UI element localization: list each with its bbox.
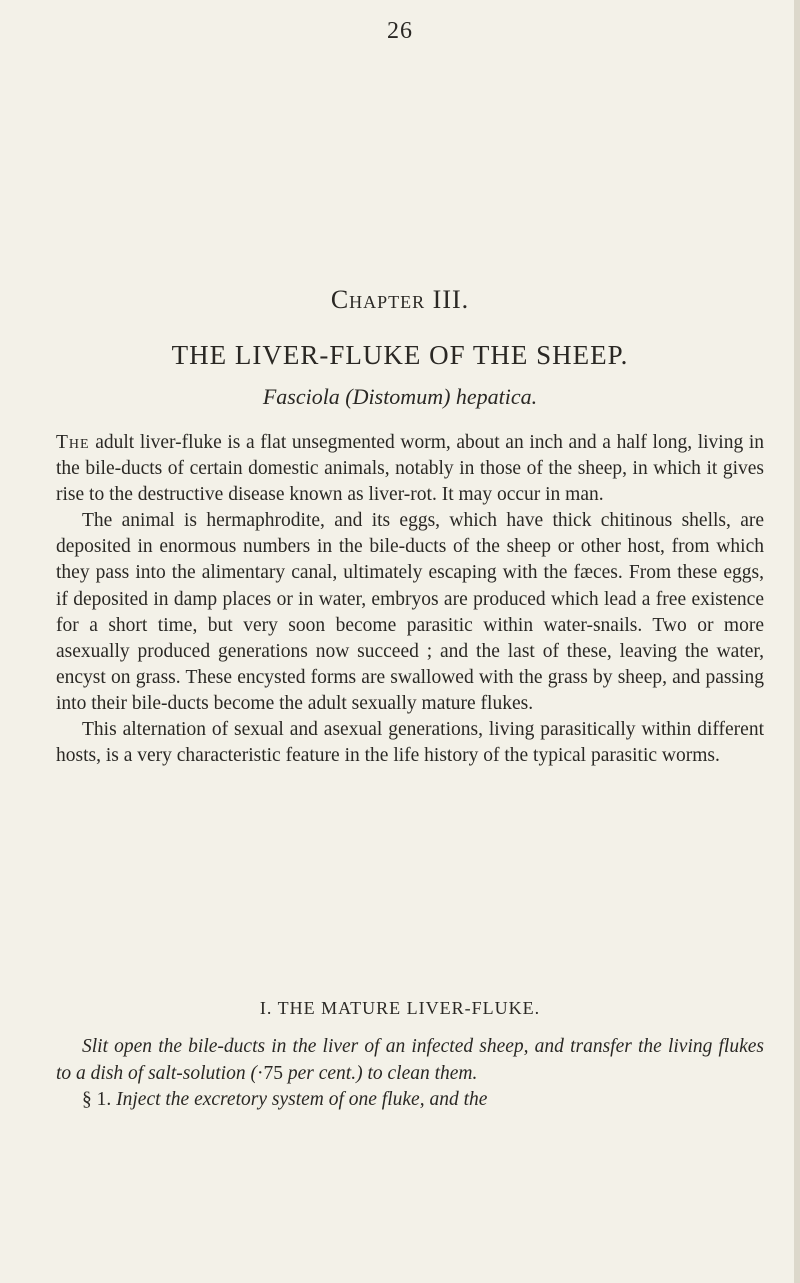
- paragraph-lead-word: The: [56, 432, 90, 453]
- step-paragraph: [56, 1087, 764, 1114]
- instruction-value: ·75: [256, 1062, 283, 1084]
- scientific-name: Fasciola (Distomum) hepatica.: [262, 384, 538, 409]
- paragraph-life-cycle: The animal is hermaphrodite, and its eggs, which have thick chitinous shells, are deposited in enormous numbers in the bile-ducts of the sheep or other host, from which they pass into the alimentary canal, ultimately escaping with the fæces. From these eggs, if deposited in damp places or in water, embryos are produced which lead a free existence for a short time, but very soon become parasitic within water-snails. Two or more asexually produced generations now succeed ; and the last of these, leaving the water, encyst on grass. These encysted forms are swallowed with the grass by sheep, and passing into their bile-ducts become the adult sexually mature flukes.: [56, 510, 764, 714]
- instruction-text-a: Slit open the bile-ducts in the liver of an infected sheep, and transfer the living flukes to a dish of salt-solution (: [56, 1036, 764, 1084]
- paragraph-alternation: This alternation of sexual and asexual generations, living parasitically within different hosts, is a very characteristic feature in the life history of the typical parasitic worms.: [56, 719, 764, 767]
- paragraph-intro: [56, 430, 764, 508]
- page-edge: [794, 0, 800, 1283]
- instructions: [56, 1034, 764, 1114]
- section-heading: I. THE MATURE LIVER-FLUKE.: [259, 998, 541, 1018]
- body-text: [56, 430, 764, 769]
- instruction-text-b: per cent.) to clean them.: [282, 1062, 478, 1084]
- paragraph-intro-text: adult liver-fluke is a flat unsegmented worm, about an inch and a half long, living in the bile-ducts of certain domestic animals, notably in those of the sheep, in which it gives rise to the destructive disease known as liver-rot. It may occur in man.: [56, 432, 764, 506]
- step-marker: § 1.: [82, 1089, 112, 1110]
- chapter-title: THE LIVER-FLUKE OF THE SHEEP.: [171, 340, 629, 370]
- instruction-paragraph: [56, 1034, 764, 1087]
- step-text: Inject the excretory system of one fluke, and the: [111, 1089, 488, 1110]
- page-number: 26: [387, 18, 413, 44]
- chapter-heading: Chapter III.: [330, 285, 470, 314]
